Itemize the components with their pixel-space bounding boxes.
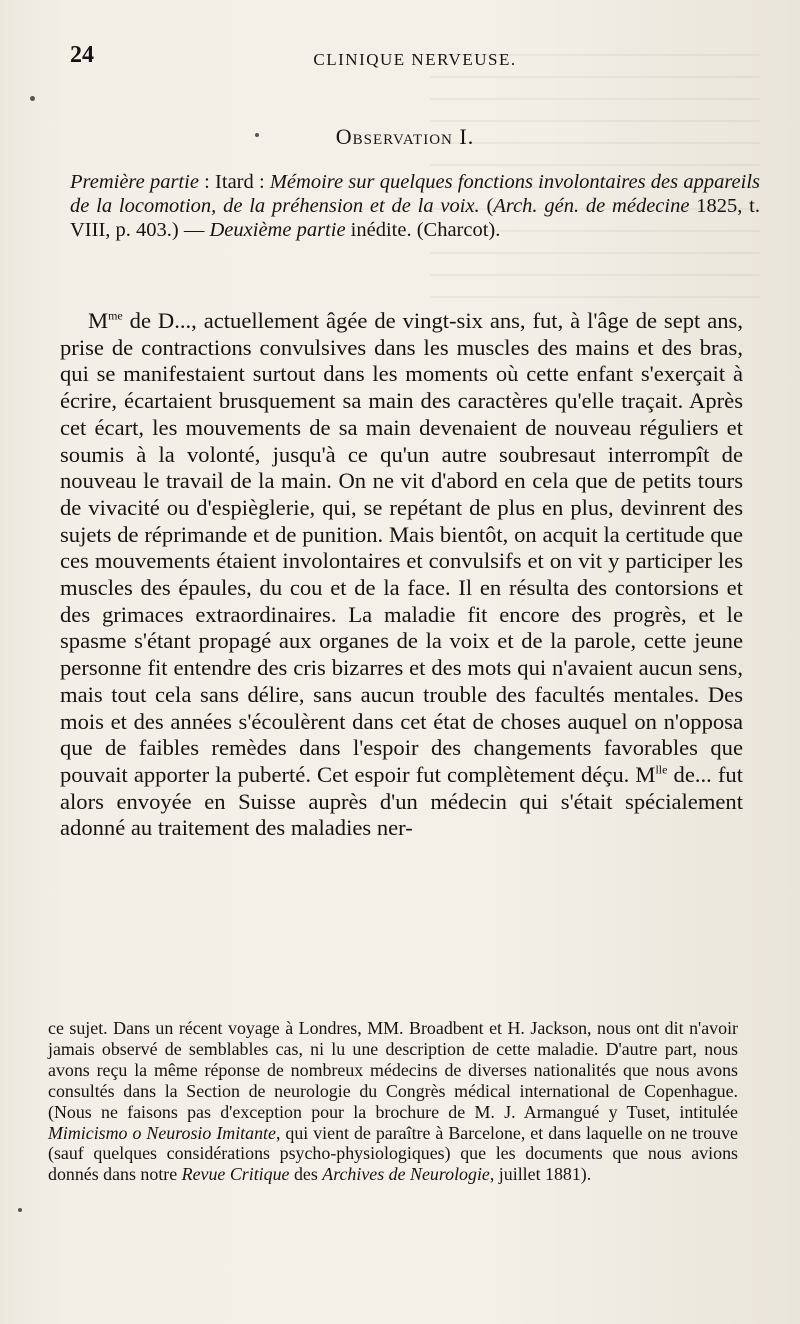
footnote-archives: Archives de Neurologie — [322, 1164, 490, 1185]
ink-speck — [30, 96, 35, 101]
ink-speck — [255, 133, 259, 137]
body-text — [60, 308, 743, 842]
footnote-text-a: ce sujet. Dans un récent voyage à Londres, MM. Broadbent et H. Jackson, nous ont dit n'avoir jamais observé de semblables cas, ni lu une description de cette maladie. D'autre part, nous avons reçu la même réponse de nombreux médecins de diverses nationalités que nous avons consultés dans la Section de neurologie du Congrès médical international de Copenhague. (Nous ne faisons pas d'exception pour la brochure de M. J. Armangué y Tuset, intitulée — [48, 1018, 738, 1122]
ink-speck — [18, 1208, 22, 1212]
observation-title: Observation I. — [335, 124, 475, 149]
footnote-text-d: , juillet 1881). — [489, 1164, 592, 1185]
body-text-a: de D..., actuellement âgée de vingt-six ans, fut, à l'âge de sept ans, prise de contractions convulsives dans les muscles des mains et des bras, qui se manifestaient surtout dans les moments où cette enfant s'exerçait à écrire, écartaient brusquement sa main des caractères qu'elle traçait. Après cet écart, les mouvements de sa main devenaient de nouveau réguliers et soumis à la volonté, jusqu'à ce qu'un autre soubresaut interrompît de nouveau le travail de la main. On ne vit d'abord en cela que de petits tours de vivacité ou d'espièglerie, qui, se repétant de plus en plus, devinrent des sujets de réprimande et de punition. Mais bientôt, on acquit la certitude que ces mouvements étaient involontaires et convulsifs et on vit y participer les muscles des épaules, du cou et de la face. Il en résulta des contorsions et des grimaces extraordinaires. La maladie fit encore des progrès, et le spasme s'étant propagé aux organes de la voix et de la parole, cette jeune personne fit entendre des cris bizarres et des mots qui n'avaient aucun sens, mais tout cela sans délire, sans aucun trouble des facultés mentales. Des mois et des années s'écoulèrent dans cet état de choses auquel on n'opposa que de faibles remèdes dans l'espoir des changements favorables que pouvait apporter la puberté. Cet espoir fut complètement déçu. — [60, 308, 743, 787]
body-paragraph — [60, 308, 743, 842]
page-number: 24 — [70, 42, 94, 68]
body-text-b: de... fut alors envoyée en Suisse auprès d'un médecin qui s'était spécialement adonné au traitement des maladies ner- — [60, 761, 743, 841]
footnote-revue: Revue Critique — [181, 1164, 290, 1185]
footnote-book-title: Mimicismo o Neurosio Imitante — [48, 1122, 276, 1143]
part2-tail: inédite. (Charcot). — [345, 219, 501, 241]
journal-open: ( — [479, 195, 494, 217]
part1-sep: : Itard : — [198, 171, 270, 193]
mlle-abbrev: M — [635, 761, 656, 787]
mme-abbrev: M — [88, 308, 109, 333]
journal-ref: 1825, t. VIII, p. 403.) — — [70, 195, 760, 241]
part2-label: Deuxième partie — [209, 219, 346, 241]
footnote — [48, 1018, 738, 1185]
mlle-sup: lle — [655, 762, 668, 777]
source-citation — [70, 170, 760, 242]
page-header — [70, 42, 760, 78]
journal-name: Arch. gén. de médecine — [493, 195, 690, 217]
part1-label: Première partie — [70, 171, 199, 193]
footnote-text-b: , qui vient de paraître à Barcelone, et dans laquelle on ne trouve (sauf quelques considérations psycho-physiologiques) que les documents que nous avions donnés dans notre — [48, 1122, 738, 1185]
footnote-text-c: des — [289, 1164, 323, 1185]
running-head: CLINIQUE NERVEUSE. — [313, 50, 517, 69]
part1-title: Mémoire sur quelques fonctions involontaires des appareils de la locomotion, de la préhension et de la voix. — [70, 171, 761, 217]
mme-sup: me — [108, 308, 123, 323]
